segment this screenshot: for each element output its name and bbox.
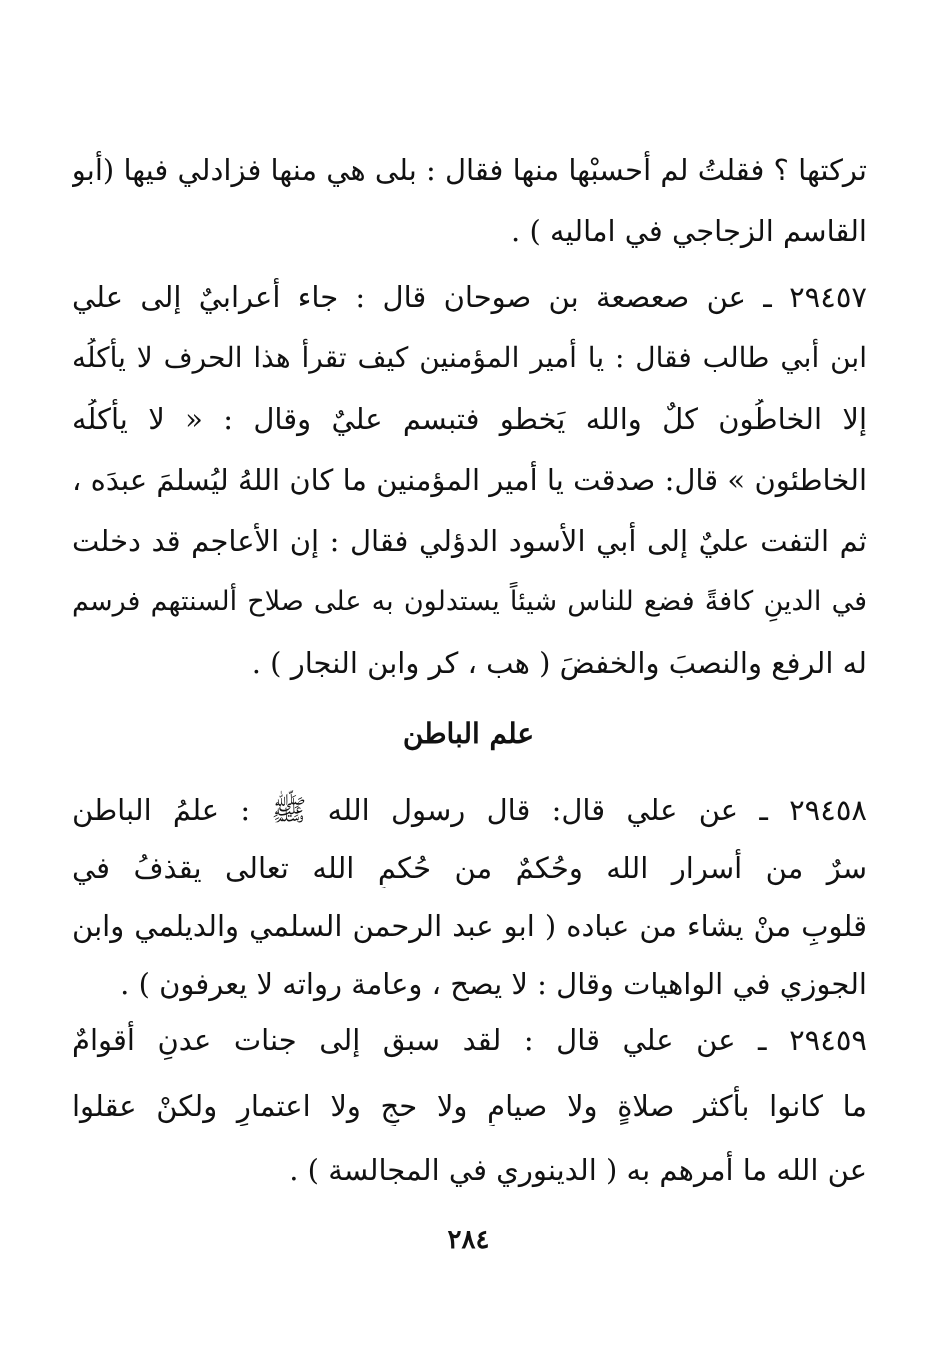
- hadith-29459: [72, 1020, 867, 1190]
- text-line: قلوبِ منْ يشاء من عباده ( ابو عبد الرحمن السلمي والديلمي وابن: [72, 909, 867, 943]
- page-number: ٢٨٤: [447, 1225, 490, 1255]
- text-line: الجوزي في الواهيات وقال : لا يصح ، وعامة رواته لا يعرفون ) .: [120, 967, 867, 1001]
- text-line: سرٌ من أسرار الله وحُكمٌ من حُكمِ الله تعالى يقذفُ في: [72, 851, 867, 885]
- text-line: ٢٩٤٥٨ ـ عن علي قال: قال رسول الله ﷺ : علمُ الباطن: [72, 793, 867, 827]
- text-line: عن الله ما أمرهم به ( الدينوري في المجالسة ) .: [289, 1153, 867, 1187]
- text-line: ما كانوا بأكثر صلاةٍ ولا صيامٍ ولا حجٍ ولا اعتمارٍ ولكنْ عقلوا: [72, 1089, 867, 1123]
- text-line: ثم التفت عليٌ إلى أبي الأسود الدؤلي فقال : إن الأعاجم قد دخلت: [72, 524, 867, 558]
- hadith-29457: [72, 277, 867, 680]
- text-line: القاسم الزجاجي في اماليه ) .: [511, 214, 867, 248]
- text-line: إلا الخاطُون كلٌ والله يَخطو فتبسم عليٌ وقال : « لا يأكلُه: [72, 402, 867, 436]
- text-line: تركتها ؟ فقلتُ لم أحسبْها منها فقال : بلى هي منها فزادلي فيها (أبو: [72, 153, 867, 187]
- text-line: له الرفع والنصبَ والخفضَ ( هب ، كر وابن النجار ) .: [251, 646, 867, 680]
- passage-continued: [72, 150, 867, 250]
- section-heading: علم الباطن: [402, 717, 535, 750]
- text-line: في الدينِ كافةً فضع للناس شيئاً يستدلون به على صلاح ألسنتهم فرسم: [72, 586, 867, 617]
- text-line: الخاطئون » قال: صدقت يا أمير المؤمنين ما كان اللهُ ليُسلمَ عبدَه ،: [72, 463, 867, 497]
- hadith-29458: [72, 790, 867, 1010]
- text-line: ابن أبي طالب فقال : يا أمير المؤمنين كيف تقرأ هذا الحرف لا يأكلُه: [72, 341, 867, 374]
- text-line: ٢٩٤٥٩ ـ عن علي قال : لقد سبق إلى جنات عدنٍ أقوامٌ: [72, 1023, 867, 1057]
- text-line: ٢٩٤٥٧ ـ عن صعصعة بن صوحان قال : جاء أعرابيٌ إلى علي: [72, 280, 867, 314]
